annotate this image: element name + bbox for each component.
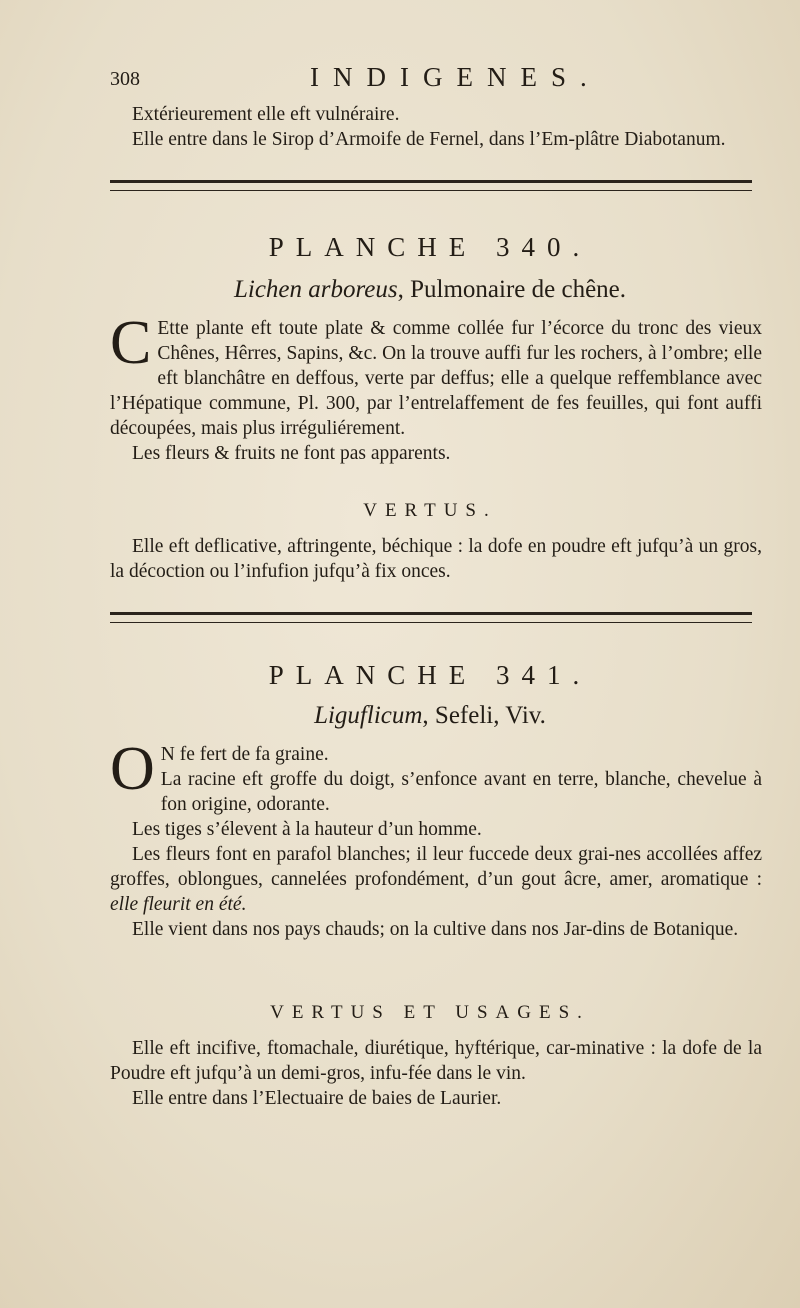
divider-rule-2: [110, 612, 752, 623]
intro-line-2: Elle entre dans le Sirop d’Armoife de Fernel, dans l’Em-plâtre Diabotanum.: [132, 129, 726, 150]
plate-340-common-name: , Pulmonaire de chêne.: [397, 276, 627, 303]
page-number: 308: [110, 68, 140, 90]
plate-341-species: [110, 702, 750, 730]
plate-340-para-1: [110, 309, 762, 441]
plate-341-body: [110, 735, 762, 942]
plate-341-common-name: , Sefeli, Viv.: [422, 702, 546, 729]
plate-340-title: PLANCHE 340.: [268, 232, 592, 262]
plate-341-para-7: Elle entre dans l’Electuaire de baies de Laurier.: [132, 1088, 502, 1109]
plate-341-para-4: [110, 842, 762, 917]
plate-341-para-2: La racine eft groffe du doigt, s’enfonce avant en terre, blanche, chevelue à fon origine, odorante.: [160, 769, 762, 815]
plate-341-latin-name: Liguflicum: [314, 702, 423, 729]
plate-340-section-vertus: VERTUS.: [363, 500, 497, 521]
plate-341-dropcap: O: [110, 735, 155, 803]
plate-341-section-vertus-usages: VERTUS ET USAGES.: [270, 1002, 590, 1023]
plate-340-vertus: [110, 534, 762, 584]
page-header: [110, 62, 750, 92]
plate-341-usages: [110, 1036, 762, 1111]
intro-line-1: Extérieurement elle eft vulnéraire.: [132, 104, 400, 125]
plate-341-para-5: Elle vient dans nos pays chauds; on la cultive dans nos Jar-dins de Botanique.: [132, 919, 739, 940]
plate-340-dropcap: C: [110, 309, 152, 377]
plate-341-para-6: Elle eft incifive, ftomachale, diurétique, hyftérique, car-minative : la dofe de la Poudre eft jufqu’à un demi-gros, infu-fée dans le vin.: [110, 1038, 762, 1084]
running-head: INDIGENES.: [310, 62, 601, 92]
plate-340-para-1-text: Ette plante eft toute plate & comme collée fur l’écorce du tronc des vieux Chênes, Hêrres, Sapins, &c. On la trouve auffi fur les rochers, à l’ombre; elle eft blanchâtre en deffous, verte par deffus; elle a quelque reffemblance avec l’Hépatique commune, Pl. 300, par l’entrelaffement de fes feuilles, qui font auffi découpées, mais plus irréguliérement.: [110, 318, 762, 439]
divider-rule-1: [110, 180, 752, 191]
plate-341-para-1-text: N fe fert de fa graine.: [160, 744, 329, 765]
plate-340-latin-name: Lichen arboreus: [233, 276, 398, 303]
plate-341-para-3: Les tiges s’élevent à la hauteur d’un homme.: [132, 819, 482, 840]
plate-341-flowering: elle fleurit en été.: [110, 894, 247, 915]
plate-340-body: [110, 309, 762, 466]
plate-340-para-3: Elle eft deflicative, aftringente, béchique : la dofe en poudre eft jufqu’à un gros, la décoction ou l’infufion jufqu’à fix onces.: [110, 536, 762, 582]
plate-341-title: PLANCHE 341.: [268, 660, 592, 690]
plate-340-species: [110, 276, 750, 304]
plate-341-para-4-text: Les fleurs font en parafol blanches; il leur fuccede deux grai-nes accollées affez groffes, oblongues, cannelées profondément, d’un gout âcre, amer, aromatique :: [110, 844, 762, 890]
intro-text: [110, 102, 762, 152]
plate-340-para-2: Les fleurs & fruits ne font pas apparents.: [132, 443, 451, 464]
